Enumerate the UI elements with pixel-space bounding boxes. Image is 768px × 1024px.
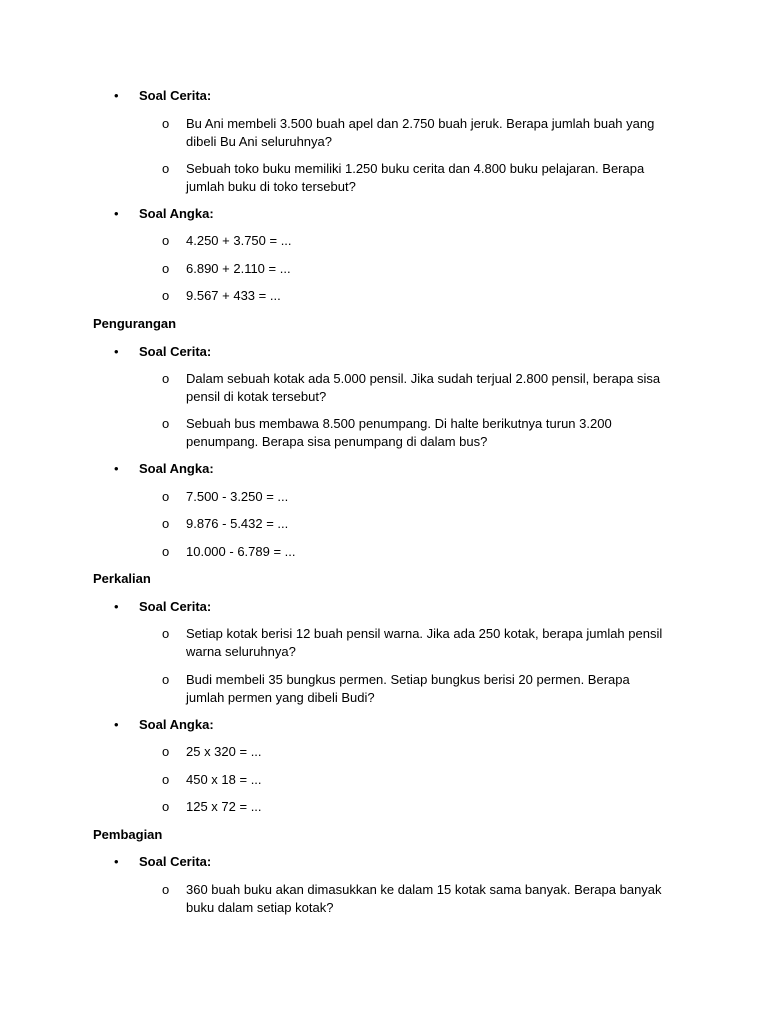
group-label: Soal Cerita: xyxy=(139,344,212,359)
bullet-marker: • xyxy=(114,344,119,359)
sub-bullet-marker: o xyxy=(162,116,170,131)
sub-bullet-marker: o xyxy=(162,672,170,687)
sub-bullet-marker: o xyxy=(162,882,170,897)
question-text: 450 x 18 = ... xyxy=(186,772,262,787)
sub-bullet-marker: o xyxy=(162,772,170,787)
question-text: 10.000 - 6.789 = ... xyxy=(186,544,296,559)
group-label: Soal Angka: xyxy=(139,206,214,221)
sub-bullet-marker: o xyxy=(162,799,170,814)
sub-bullet-marker: o xyxy=(162,288,170,303)
sub-bullet-marker: o xyxy=(162,233,170,248)
section-heading: Pembagian xyxy=(93,827,163,842)
bullet-marker: • xyxy=(114,854,119,869)
question-text: Budi membeli 35 bungkus permen. Setiap bungkus berisi 20 permen. Berapa jumlah permen yang dibeli Budi? xyxy=(186,672,630,705)
bullet-marker: • xyxy=(114,88,119,103)
question-text: 360 buah buku akan dimasukkan ke dalam 15 kotak sama banyak. Berapa banyak buku dalam setiap kotak? xyxy=(186,882,662,915)
sub-bullet-marker: o xyxy=(162,744,170,759)
bullet-marker: • xyxy=(114,206,119,221)
sub-bullet-marker: o xyxy=(162,371,170,386)
question-text: Dalam sebuah kotak ada 5.000 pensil. Jika sudah terjual 2.800 pensil, berapa sisa pensil di kotak tersebut? xyxy=(186,371,661,404)
question-text: Sebuah toko buku memiliki 1.250 buku cerita dan 4.800 buku pelajaran. Berapa jumlah buku di toko tersebut? xyxy=(186,161,645,194)
sub-bullet-marker: o xyxy=(162,489,170,504)
group-label: Soal Angka: xyxy=(139,717,214,732)
group-label: Soal Cerita: xyxy=(139,88,212,103)
bullet-marker: • xyxy=(114,717,119,732)
question-text: Bu Ani membeli 3.500 buah apel dan 2.750 buah jeruk. Berapa jumlah buah yang dibeli Bu Ani seluruhnya? xyxy=(186,116,655,149)
question-text: 7.500 - 3.250 = ... xyxy=(186,489,289,504)
section-heading: Pengurangan xyxy=(93,316,177,331)
group-label: Soal Cerita: xyxy=(139,599,212,614)
question-text: Setiap kotak berisi 12 buah pensil warna. Jika ada 250 kotak, berapa jumlah pensil warna seluruhnya? xyxy=(186,626,663,659)
question-text: 125 x 72 = ... xyxy=(186,799,262,814)
sub-bullet-marker: o xyxy=(162,161,170,176)
group-label: Soal Angka: xyxy=(139,461,214,476)
question-text: 4.250 + 3.750 = ... xyxy=(186,233,292,248)
sub-bullet-marker: o xyxy=(162,261,170,276)
group-label: Soal Cerita: xyxy=(139,854,212,869)
section-heading: Perkalian xyxy=(93,571,151,586)
bullet-marker: • xyxy=(114,461,119,476)
sub-bullet-marker: o xyxy=(162,626,170,641)
bullet-marker: • xyxy=(114,599,119,614)
sub-bullet-marker: o xyxy=(162,544,170,559)
question-text: 25 x 320 = ... xyxy=(186,744,262,759)
question-text: 9.876 - 5.432 = ... xyxy=(186,516,289,531)
question-text: 6.890 + 2.110 = ... xyxy=(186,261,291,276)
question-text: Sebuah bus membawa 8.500 penumpang. Di halte berikutnya turun 3.200 penumpang. Berapa sisa penumpang di dalam bus? xyxy=(186,416,612,449)
sub-bullet-marker: o xyxy=(162,516,170,531)
question-text: 9.567 + 433 = ... xyxy=(186,288,281,303)
sub-bullet-marker: o xyxy=(162,416,170,431)
